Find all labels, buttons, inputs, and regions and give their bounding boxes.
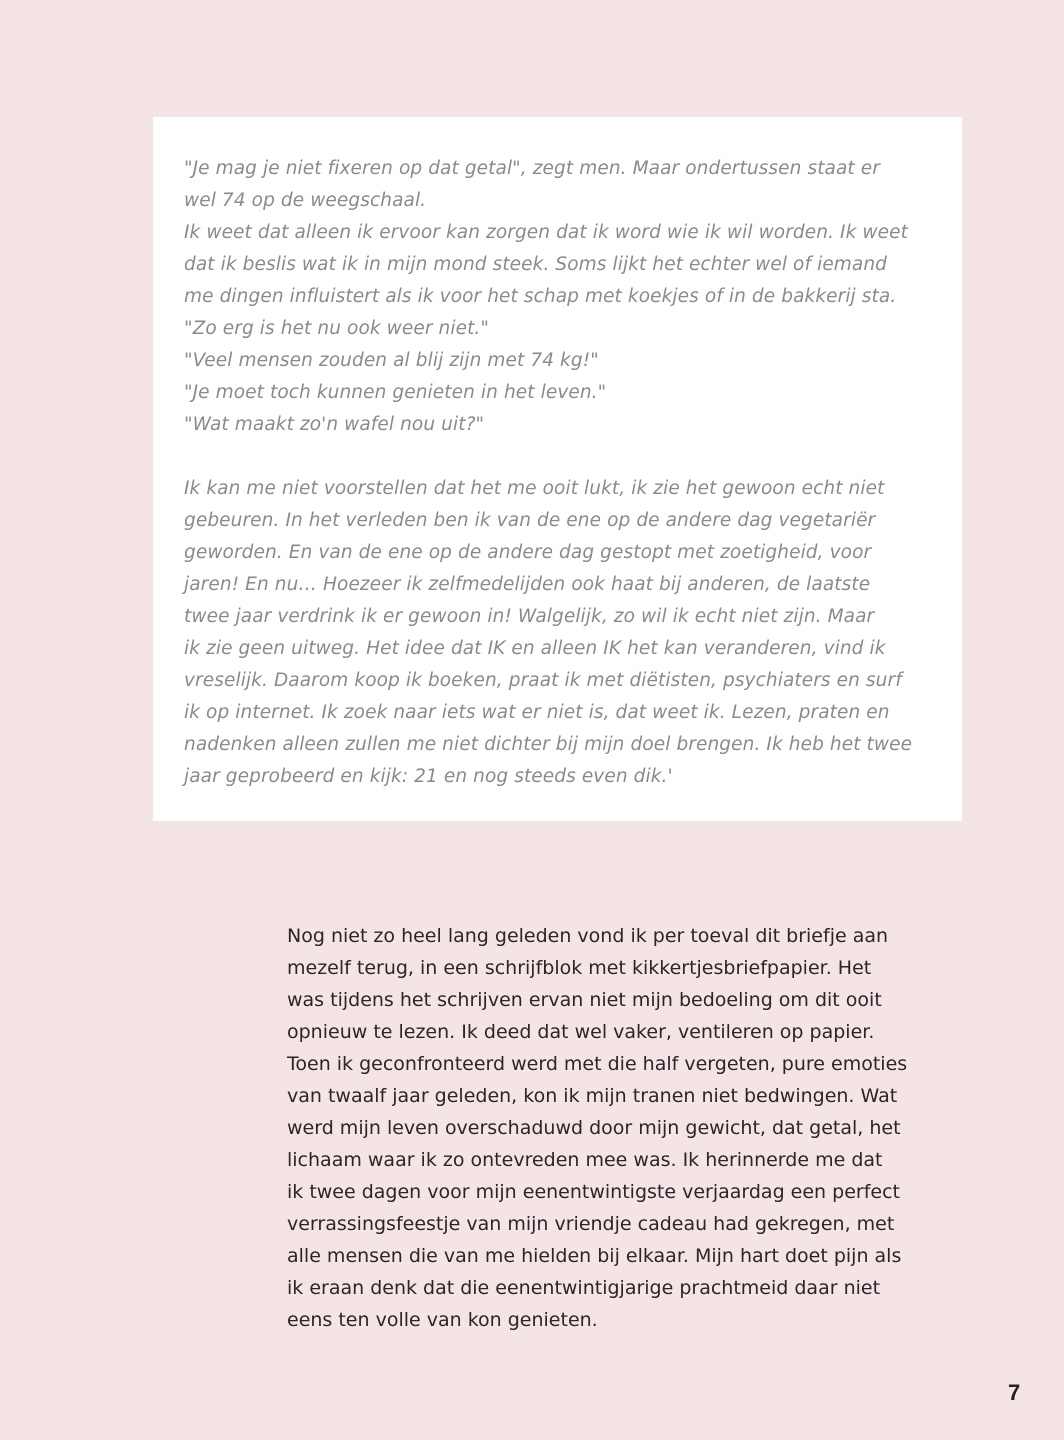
quote-line: "Veel mensen zouden al blij zijn met 74 kg!" xyxy=(184,350,599,371)
quote-line: gebeuren. In het verleden ben ik van de ene op de andere dag vegetariër xyxy=(184,510,876,531)
quote-line: Ik weet dat alleen ik ervoor kan zorgen dat ik word wie ik wil worden. Ik weet xyxy=(184,222,908,243)
quote-line: vreselijk. Daarom koop ik boeken, praat ik met diëtisten, psychiaters en surf xyxy=(184,670,902,691)
paragraph-gap xyxy=(184,441,928,473)
quote-line: ik zie geen uitweg. Het idee dat IK en alleen IK het kan veranderen, vind ik xyxy=(184,638,886,659)
quote-line: "Wat maakt zo'n wafel nou uit?" xyxy=(184,414,485,435)
body-line: verrassingsfeestje van mijn vriendje cadeau had gekregen, met xyxy=(287,1213,895,1235)
body-line: ik eraan denk dat die eenentwintigjarige prachtmeid daar niet xyxy=(287,1277,881,1299)
quote-line: "Zo erg is het nu ook weer niet." xyxy=(184,318,490,339)
body-line: eens ten volle van kon genieten. xyxy=(287,1309,598,1331)
body-line: Nog niet zo heel lang geleden vond ik per toeval dit briefje aan xyxy=(287,925,889,947)
quote-paragraph-1 xyxy=(184,153,928,441)
body-line: alle mensen die van me hielden bij elkaar. Mijn hart doet pijn als xyxy=(287,1245,902,1267)
body-paragraph xyxy=(287,920,937,1336)
quote-line: wel 74 op de weegschaal. xyxy=(184,190,427,211)
quote-line: Ik kan me niet voorstellen dat het me ooit lukt, ik zie het gewoon echt niet xyxy=(184,478,885,499)
body-line: lichaam waar ik zo ontevreden mee was. Ik herinnerde me dat xyxy=(287,1149,883,1171)
quote-line: jaren! En nu… Hoezeer ik zelfmedelijden ook haat bij anderen, de laatste xyxy=(184,574,871,595)
quote-line: "Je moet toch kunnen genieten in het leven." xyxy=(184,382,607,403)
quote-paragraph-2 xyxy=(184,473,928,793)
quote-line: dat ik beslis wat ik in mijn mond steek. Soms lijkt het echter wel of iemand xyxy=(184,254,888,275)
body-line: mezelf terug, in een schrijfblok met kikkertjesbriefpapier. Het xyxy=(287,957,872,979)
quote-line: nadenken alleen zullen me niet dichter bij mijn doel brengen. Ik heb het twee xyxy=(184,734,913,755)
body-line: was tijdens het schrijven ervan niet mijn bedoeling om dit ooit xyxy=(287,989,882,1011)
quote-line: geworden. En van de ene op de andere dag gestopt met zoetigheid, voor xyxy=(184,542,872,563)
quoted-letter-box xyxy=(153,117,962,821)
quote-line: twee jaar verdrink ik er gewoon in! Walgelijk, zo wil ik echt niet zijn. Maar xyxy=(184,606,875,627)
page-number: 7 xyxy=(1008,1380,1021,1405)
body-line: van twaalf jaar geleden, kon ik mijn tranen niet bedwingen. Wat xyxy=(287,1085,898,1107)
body-line: werd mijn leven overschaduwd door mijn gewicht, dat getal, het xyxy=(287,1117,901,1139)
quote-line: jaar geprobeerd en kijk: 21 en nog steeds even dik.' xyxy=(184,766,673,787)
quote-line: "Je mag je niet fixeren op dat getal", zegt men. Maar ondertussen staat er xyxy=(184,158,880,179)
body-line: opnieuw te lezen. Ik deed dat wel vaker, ventileren op papier. xyxy=(287,1021,875,1043)
quote-line: me dingen influistert als ik voor het schap met koekjes of in de bakkerij sta. xyxy=(184,286,897,307)
body-line: ik twee dagen voor mijn eenentwintigste verjaardag een perfect xyxy=(287,1181,900,1203)
quote-line: ik op internet. Ik zoek naar iets wat er niet is, dat weet ik. Lezen, praten en xyxy=(184,702,890,723)
body-line: Toen ik geconfronteerd werd met die half vergeten, pure emoties xyxy=(287,1053,908,1075)
